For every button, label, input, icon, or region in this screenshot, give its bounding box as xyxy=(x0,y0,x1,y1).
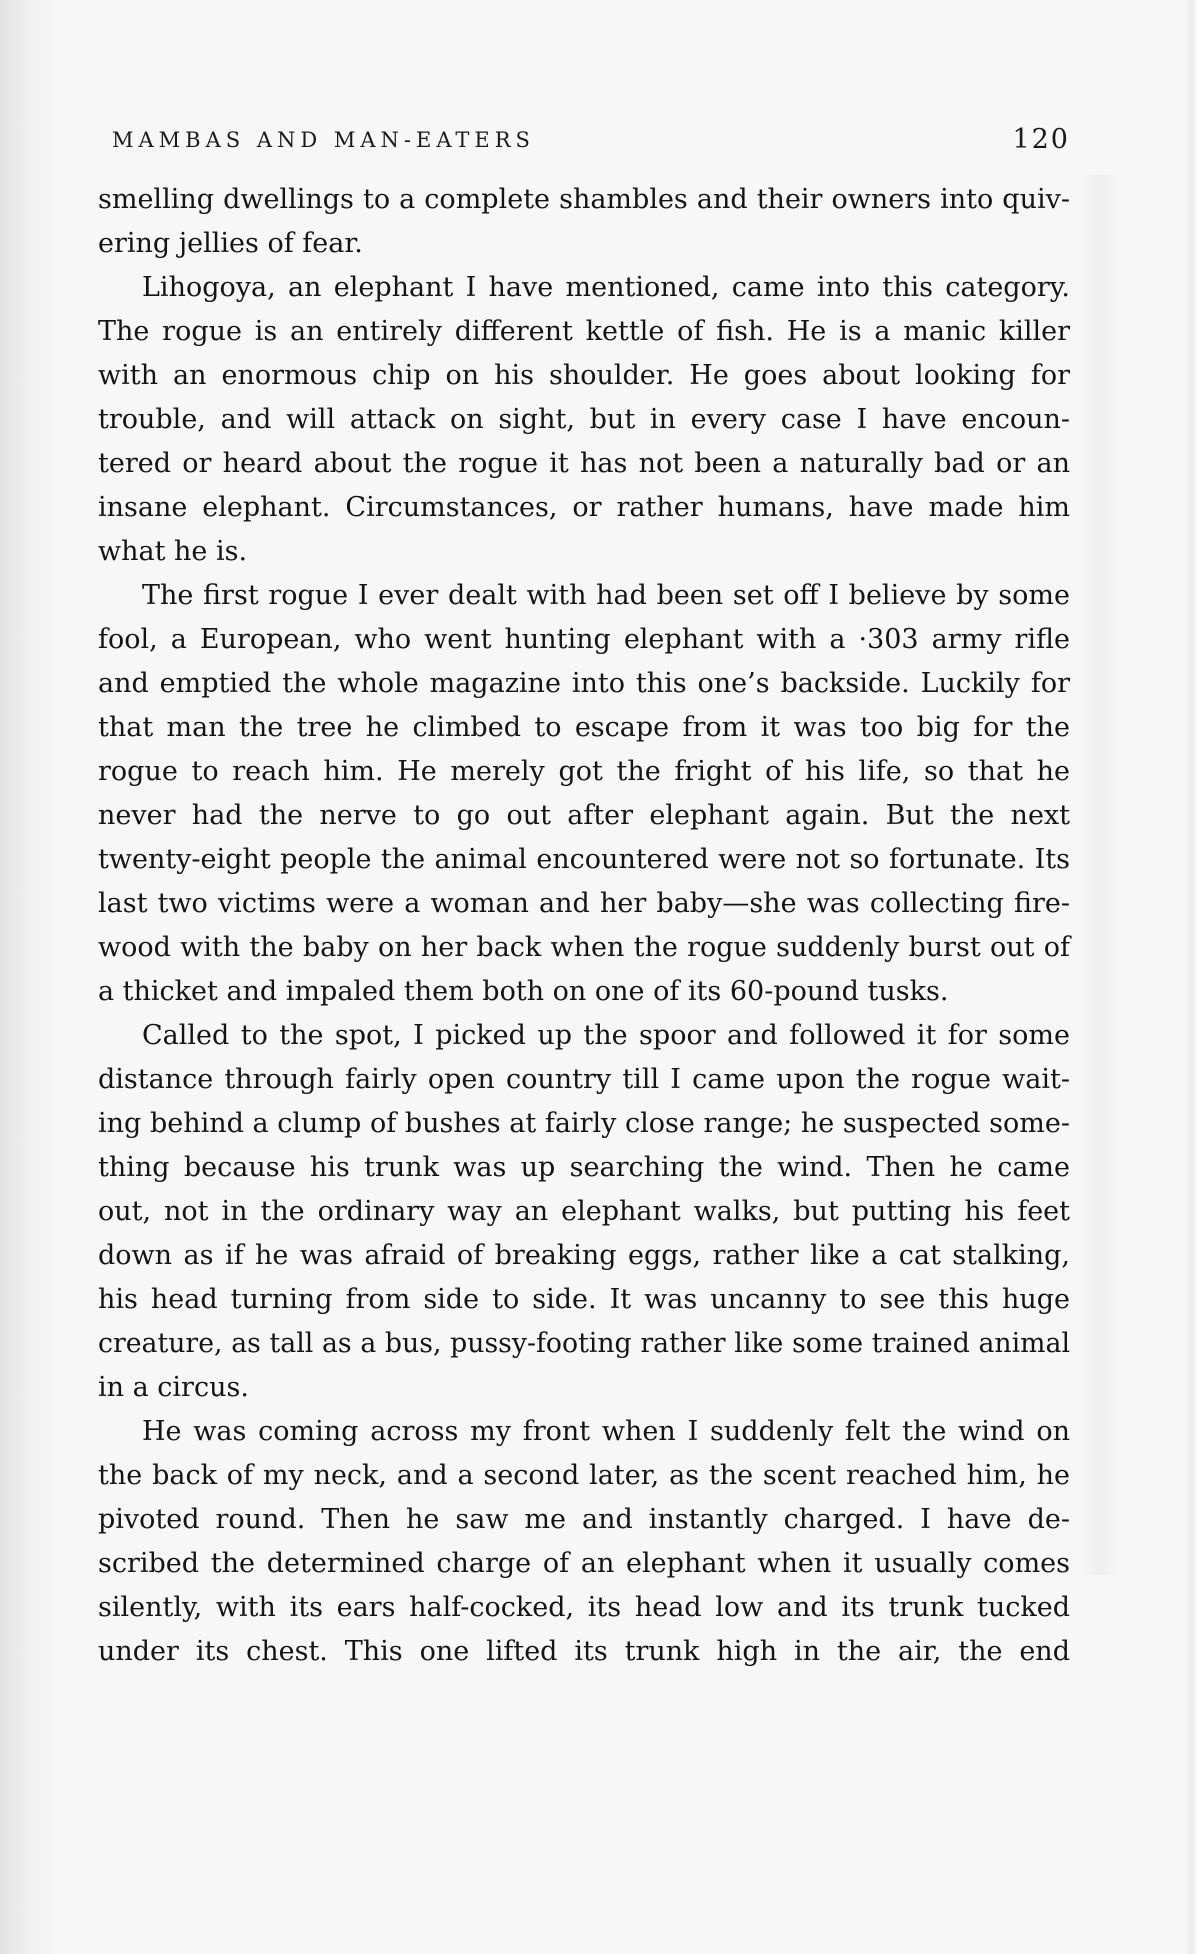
text-line: trouble, and will attack on sight, but in every case I have encoun- xyxy=(98,404,1070,435)
text-line: pivoted round. Then he saw me and instantly charged. I have de- xyxy=(98,1504,1070,1535)
text-line: He was coming across my front when I suddenly felt the wind on xyxy=(142,1416,1070,1447)
text-line: Called to the spot, I picked up the spoor and followed it for some xyxy=(142,1020,1070,1051)
text-line: creature, as tall as a bus, pussy-footing rather like some trained animal xyxy=(98,1328,1070,1359)
text-line: twenty-eight people the animal encountered were not so fortunate. Its xyxy=(98,844,1070,875)
paragraph xyxy=(98,178,1070,266)
body-text xyxy=(98,178,1070,1674)
text-line: the back of my neck, and a second later, as the scent reached him, he xyxy=(98,1460,1070,1491)
text-line: tered or heard about the rogue it has not been a naturally bad or an xyxy=(98,448,1070,479)
paragraph xyxy=(98,574,1070,1014)
text-line: and emptied the whole magazine into this one’s backside. Luckily for xyxy=(98,668,1070,699)
text-line: what he is. xyxy=(98,536,248,567)
text-line: last two victims were a woman and her baby—she was collecting fire- xyxy=(98,888,1070,919)
text-line: thing because his trunk was up searching the wind. Then he came xyxy=(98,1152,1070,1183)
text-line: The rogue is an entirely different kettle of fish. He is a manic killer xyxy=(98,316,1070,347)
text-line: wood with the baby on her back when the rogue suddenly burst out of xyxy=(98,932,1070,963)
text-line: ering jellies of fear. xyxy=(98,228,363,259)
text-line: never had the nerve to go out after elephant again. But the next xyxy=(98,800,1070,831)
binding-shadow xyxy=(0,0,60,1954)
show-through-shadow xyxy=(1080,175,1120,1575)
text-line: a thicket and impaled them both on one of its 60-pound tusks. xyxy=(98,976,949,1007)
text-line: with an enormous chip on his shoulder. He goes about looking for xyxy=(98,360,1070,391)
text-line: down as if he was afraid of breaking eggs, rather like a cat stalking, xyxy=(98,1240,1070,1271)
text-line: smelling dwellings to a complete shambles and their owners into quiv- xyxy=(98,184,1070,215)
page-number: 120 xyxy=(1012,124,1070,155)
page-edge xyxy=(1185,0,1199,1954)
running-head xyxy=(112,124,1070,164)
text-line: in a circus. xyxy=(98,1372,249,1403)
text-line: The first rogue I ever dealt with had been set off I believe by some xyxy=(142,580,1070,611)
text-line: his head turning from side to side. It was uncanny to see this huge xyxy=(98,1284,1070,1315)
text-line: scribed the determined charge of an elephant when it usually comes xyxy=(98,1548,1070,1579)
text-line: fool, a European, who went hunting elephant with a ·303 army rifle xyxy=(98,624,1070,655)
text-line: that man the tree he climbed to escape from it was too big for the xyxy=(98,712,1070,743)
text-line: rogue to reach him. He merely got the fright of his life, so that he xyxy=(98,756,1070,787)
running-title: MAMBAS AND MAN-EATERS xyxy=(112,128,535,152)
text-line: under its chest. This one lifted its trunk high in the air, the end xyxy=(98,1636,1070,1667)
paragraph xyxy=(98,1410,1070,1674)
text-line: Lihogoya, an elephant I have mentioned, came into this category. xyxy=(142,272,1070,303)
text-line: ing behind a clump of bushes at fairly close range; he suspected some- xyxy=(98,1108,1070,1139)
text-line: silently, with its ears half-cocked, its head low and its trunk tucked xyxy=(98,1592,1070,1623)
text-line: distance through fairly open country till I came upon the rogue wait- xyxy=(98,1064,1070,1095)
paragraph xyxy=(98,1014,1070,1410)
paragraph xyxy=(98,266,1070,574)
text-line: insane elephant. Circumstances, or rather humans, have made him xyxy=(98,492,1070,523)
text-line: out, not in the ordinary way an elephant walks, but putting his feet xyxy=(98,1196,1070,1227)
